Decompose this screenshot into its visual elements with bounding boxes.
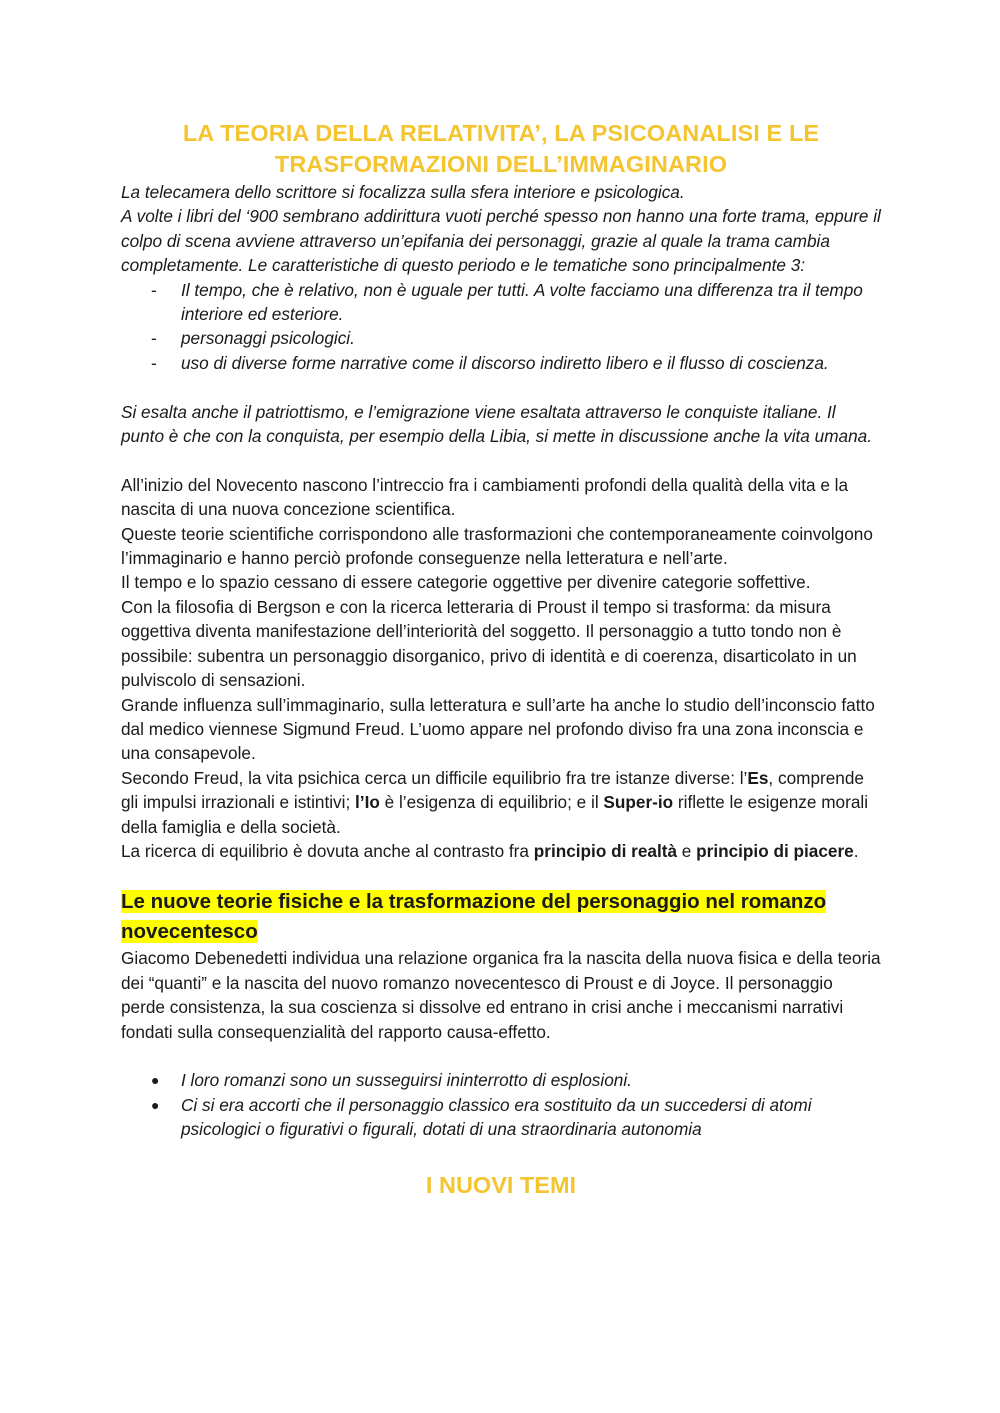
section-bullets [121, 1068, 881, 1141]
body-paragraph-5: Grande influenza sull’immaginario, sulla letteratura e sull’arte ha anche lo studio dell’inconscio fatto dal medico viennese Sigmund Freud. L’uomo appare nel profondo diviso fra una zona inconscia e una consapevole. [121, 694, 875, 764]
bullet-marker: ● [151, 1096, 160, 1113]
bullet-text: I loro romanzi sono un susseguirsi ininterrotto di esplosioni. [181, 1070, 632, 1091]
text-run: Secondo Freud, la vita psichica cerca un difficile equilibrio fra tre istanze diverse: l’ [121, 767, 748, 788]
text-run: La ricerca di equilibrio è dovuta anche al contrasto fra [121, 840, 534, 861]
bullet-marker: ● [151, 1072, 160, 1089]
text-run: . [853, 840, 859, 861]
freud-paragraph [121, 766, 881, 839]
theme-text: personaggi psicologici. [181, 328, 355, 349]
term-io: l’Io [355, 792, 380, 813]
list-item [121, 326, 881, 350]
term-principio-realta: principio di realtà [533, 840, 678, 861]
body-paragraph-4: Con la filosofia di Bergson e con la ricerca letteraria di Proust il tempo si trasforma: da misura oggettiva diventa manifestazione dell’interiorità del soggetto. Il personaggio a tutto tondo non è possibile: subentra un personaggio disorganico, privo di identità e di coerenza, disarticolato in un pulviscolo di sensazioni. [121, 596, 857, 691]
next-section-title: I NUOVI TEMI [425, 1171, 577, 1198]
list-item [121, 351, 881, 375]
term-es: Es [747, 767, 769, 788]
term-super-io: Super-io [603, 792, 674, 813]
highlighted-heading-text: Le nuove teorie fisiche e la trasformazione del personaggio nel romanzo novecentesco [121, 890, 827, 943]
dash-marker: - [151, 279, 157, 300]
section-heading [121, 887, 881, 946]
bullet-text: Ci si era accorti che il personaggio classico era sostituito da un succedersi di atomi psicologici o figurativi o figurali, dotati di una straordinaria autonomia [181, 1094, 812, 1140]
balance-paragraph [121, 839, 881, 863]
body-paragraph-1: All’inizio del Novecento nascono l’intreccio fra i cambiamenti profondi della qualità della vita e la nascita di una nuova concezione scientifica. [121, 474, 849, 520]
body-paragraph-2: Queste teorie scientifiche corrispondono alle trasformazioni che contemporaneamente coinvolgono l’immaginario e hanno perciò profonde conseguenze nella letteratura e nell’arte. [121, 523, 873, 569]
body-paragraph-3: Il tempo e lo spazio cessano di essere categorie oggettive per divenire categorie soffettive. [121, 572, 811, 593]
dash-marker: - [151, 352, 157, 373]
list-item [121, 278, 881, 327]
theme-text: Il tempo, che è relativo, non è uguale per tutti. A volte facciamo una differenza tra il tempo interiore ed esteriore. [181, 279, 863, 325]
section-paragraph: Giacomo Debenedetti individua una relazione organica fra la nascita della nuova fisica e della teoria dei “quanti” e la nascita del nuovo romanzo novecentesco di Proust e di Joyce. Il personaggio perde consistenza, la sua coscienza si dissolve ed entrano in crisi anche i meccanismi narrativi fondati sulla consequenzialità del rapporto causa-effetto. [121, 948, 881, 1042]
text-run: è l’esigenza di equilibrio; e il [379, 792, 604, 813]
text-run: e [677, 840, 697, 861]
intro-line-2: A volte i libri del ‘900 sembrano addirittura vuoti perché spesso non hanno una forte trama, eppure il colpo di scena avviene attraverso un’epifania dei personaggi, grazie al quale la trama cambia completamente. Le caratteristiche di questo periodo e le tematiche sono principalmente 3: [121, 206, 881, 276]
text-run: , comprende gli impulsi irrazionali e istintivi; [121, 767, 864, 813]
dash-marker: - [151, 328, 157, 349]
document-title: LA TEORIA DELLA RELATIVITA’, LA PSICOANALISI E LE TRASFORMAZIONI DELL’IMMAGINARIO [182, 120, 820, 177]
list-item [121, 1068, 881, 1092]
patriotism-paragraph: Si esalta anche il patriottismo, e l’emigrazione viene esaltata attraverso le conquiste italiane. Il punto è che con la conquista, per esempio della Libia, si mette in discussione anche la vita umana. [121, 401, 872, 447]
list-item [121, 1093, 881, 1142]
document-content [121, 118, 881, 1201]
intro-line-1: La telecamera dello scrittore si focalizza sulla sfera interiore e psicologica. [121, 182, 685, 202]
text-run: riflette le esigenze morali della famiglia e della società. [121, 792, 869, 837]
term-principio-piacere: principio di piacere [696, 840, 854, 861]
theme-text: uso di diverse forme narrative come il discorso indiretto libero e il flusso di coscienza. [181, 352, 829, 373]
themes-list [121, 278, 881, 376]
